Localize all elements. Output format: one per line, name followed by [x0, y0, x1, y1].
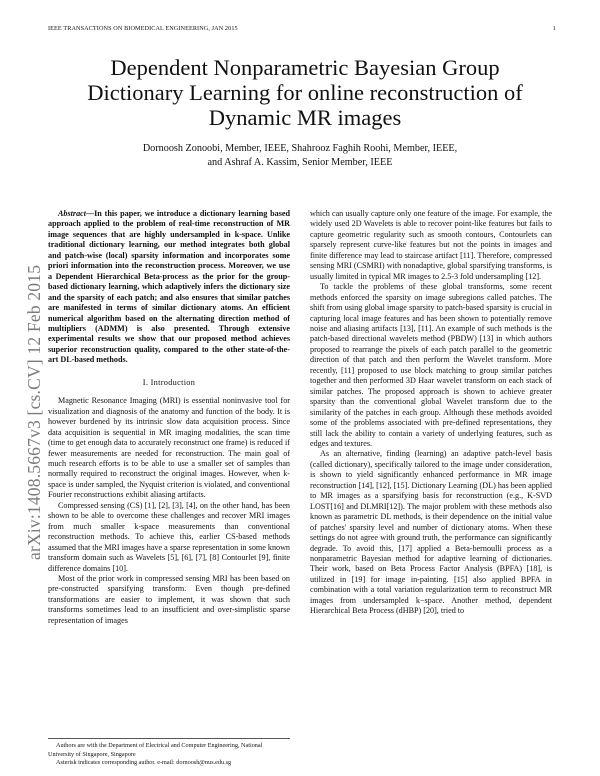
author-list [80, 142, 520, 169]
journal-header: IEEE TRANSACTIONS ON BIOMEDICAL ENGINEERING, JAN 2015 [48, 25, 238, 32]
paragraph: Magnetic Resonance Imaging (MRI) is essential noninvasive tool for visualization and diagnosis of the anatomy and function of the body. It is however burdened by its intrinsic slow data acquisition process. Since data acquisition is sequential in MR imaging modalities, the scan time (time to get enough data to accurately reconstruct one frame) is reduced if fewer measurements are needed for reconstruction. The main goal of much research efforts is to be able to use a smaller set of samples than normally required to reconstruct the original images. However, when k-space is under sampled, the Nyquist criterion is violated, and conventional Fourier reconstructions exhibit aliasing artifacts. [48, 396, 290, 500]
author-line-2: and Ashraf A. Kassim, Senior Member, IEEE [207, 156, 393, 168]
paragraph: Compressed sensing (CS) [1], [2], [3], [4], on the other hand, has been shown to be able to overcome these challenges and recover MRI images from much smaller k-space measurements than conventional reconstruction methods. To achieve this, earlier CS-based methods assumed that the MRI images have a sparse representation in some known transform domain such as Wavelets [5], [6], [7], [8] Contourlet [9], finite difference domains [10]. [48, 500, 290, 573]
abstract-label: Abstract [58, 209, 86, 218]
paragraph: Most of the prior work in compressed sensing MRI has been based on pre-constructed sparsifying transform. Even though pre-defined transformations are easier to implement, it was shown that such transforms sometimes lead to an insufficient and over-simplistic sparse representation of images [48, 573, 290, 625]
right-column [310, 209, 552, 617]
author-line-1: Dornoosh Zonoobi, Member, IEEE, Shahrooz Faghih Roohi, Member, IEEE, [142, 143, 458, 154]
paragraph: To tackle the problems of these global transforms, some recent methods enforced the sparsity on image subregions called patches. The shift from using global image sparsity to patch-based sparsity is crucial in capturing local image features and has been shown to potentially remove noise and aliasing artifacts [13], [11]. An example of such methods is the patch-based directional wavelets method (PBDW) [13] in which authors proposed to rearrange the pixels of each patch parallel to the geometric direction of that patch and then perform the Wavelet transform. More recently, [11] proposed to use block matching to group similar patches together and then performed 3D Haar wavelet transform on each stack of similar patches. The proposed approach is shown to achieve greater sparsity than the conventional global Wavelet transform due to the similarity of the patches in each group. Although these methods avoided some of the problems associated with pre-defined representations, they still lack the ability to contain a variety of underlying features, such as edges and textures. [310, 282, 552, 448]
abstract-text: —In this paper, we introduce a dictionary learning based approach applied to the problem of real-time reconstruction of MR image sequences that are highly undersampled in k-space. Unlike traditional dictionary learning, our method integrates both global and patch-wise (local) sparsity information and incorporates some priori information into the reconstruction process. Moreover, we use a Dependent Hierarchical Beta-process as the prior for the group-based dictionary learning, which adaptively infers the dictionary size and the sparsity of each patch; and also ensures that similar patches are manifested in terms of similar dictionary atoms. An efficient numerical algorithm based on the alternating direction method of multipliers (ADMM) is also presented. Through extensive experimental results we show that our proposed method achieves superior reconstruction quality, compared to the other state-of-the- art DL-based methods. [48, 209, 290, 365]
footnote-email: Asterisk indicates corresponding author. e-mail: dornoosh@nus.edu.sg [56, 759, 232, 766]
paragraph: which can usually capture only one feature of the image. For example, the widely used 2D Wavelets is able to recover point-like features but fails to capture geometric regularity such as smooth contours, Contourlets can sparsely represent curve-like features but not the points in images and finite difference may lead to staircase artifact [11]. Therefore, compressed sensing MRI (CSMRI) with nonadaptive, global sparsifying transforms, is usually limited in typical MR images to 2.5-3 fold undersampling [12]. [310, 209, 552, 281]
abstract [48, 209, 290, 366]
left-column [48, 209, 290, 626]
footnote-affiliation: Authors are with the Department of Electrical and Computer Engineering, National University of Singapore, Singapore [48, 742, 263, 758]
footnote [48, 738, 290, 768]
paragraph: As an alternative, finding (learning) an adaptive patch-level basis (called dictionary), specifically tailored to the image under consideration, is shown to yield significantly enhanced performance in MR image reconstruction [14], [12], [15]. Dictionary Learning (DL) has been applied to MR images as a sparsifying basis for reconstruction (e.g., K-SVD LOST[16] and DLMRI[12]). The major problem with these methods also known as parametric DL methods, is their dependence on the initial value of patches' sparsity level and number of dictionary atoms. When these settings do not agree with ground truth, the performance can significantly degrade. To avoid this, [17] applied a Beta-bernoulli process as a nonparametric Bayesian method for adaptive learning of dictionaries. Their work, based on Beta Process Factor Analysis (BPFA) [18], is utilized in [19] for image in-painting. [15] also applied BPFA in combination with a total variation regularization term to reconstruct MR images from undersampled k−space. Another method, dependent Hierarchical Beta Process (dHBP) [20], tried to [310, 449, 552, 616]
paper-title: Dependent Nonparametric Bayesian Group Dictionary Learning for online reconstruction of Dynamic MR images [87, 55, 523, 130]
running-header [48, 25, 556, 32]
arxiv-watermark: arXiv:1408.5667v3 [cs.CV] 12 Feb 2015 [24, 264, 44, 560]
section-heading: I. Introduction [142, 377, 196, 387]
page-number: 1 [552, 25, 556, 32]
